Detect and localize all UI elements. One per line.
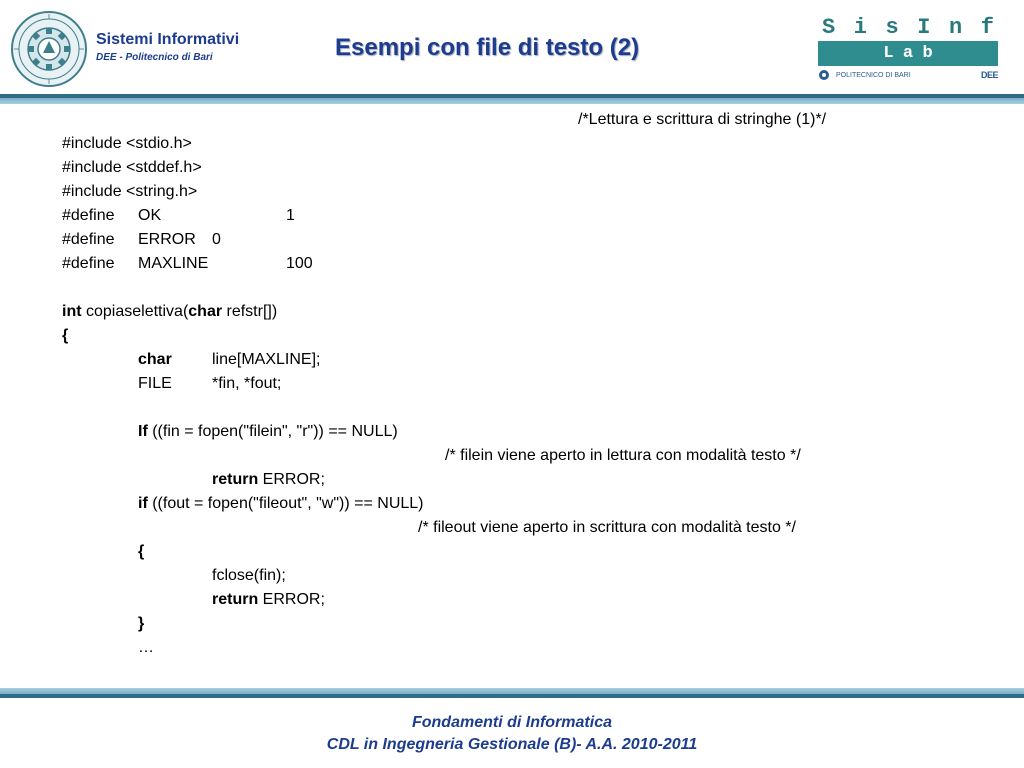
gear-icon [818, 69, 830, 81]
code-brace: { [62, 327, 69, 344]
code-comment: /* fileout viene aperto in scrittura con modalità testo */ [418, 519, 796, 536]
logo-letter: I [917, 14, 931, 40]
code-define-value: 100 [286, 255, 313, 272]
slide-title: Esempi con file di testo (2) [335, 34, 640, 61]
code-keyword: char [138, 351, 172, 368]
logo-letter: a [902, 44, 914, 63]
lab-logo-bar [818, 41, 998, 66]
code-define-keyword: #define [62, 231, 115, 248]
code-brace: { [138, 543, 145, 560]
footer-program: CDL in Ingegneria Gestionale (B)- A.A. 2010-2011 [326, 736, 698, 753]
code-define-name: ERROR [138, 231, 196, 248]
code-comment-title: /*Lettura e scrittura di stringhe (1)*/ [578, 111, 827, 128]
code-text: fclose(fin); [212, 567, 286, 584]
code-text: ERROR; [258, 591, 325, 608]
org-subtitle: DEE - Politecnico di Bari [96, 52, 213, 63]
code-define-keyword: #define [62, 255, 115, 272]
code-ellipsis: … [138, 639, 154, 656]
code-return [212, 588, 325, 612]
lab-logo-top [818, 14, 998, 40]
code-keyword: char [188, 303, 223, 320]
code-include: #include <stdio.h> [62, 135, 192, 152]
code-text: line[MAXLINE]; [212, 351, 321, 368]
sisinf-lab-logo [818, 14, 998, 84]
code-keyword: return [212, 471, 259, 488]
code-return [212, 468, 325, 492]
code-text: copiaselettiva( [81, 303, 189, 320]
dee-mark: DEE [980, 70, 998, 80]
logo-letter: S [822, 14, 836, 40]
code-include: #include <stddef.h> [62, 159, 202, 176]
logo-letter: s [885, 14, 899, 40]
code-keyword: if [138, 495, 148, 512]
code-define-keyword: #define [62, 207, 115, 224]
university-seal-icon [10, 10, 88, 88]
code-keyword: If [138, 423, 148, 440]
code-text: ((fin = fopen("filein", "r")) == NULL) [147, 423, 398, 440]
code-define-name: MAXLINE [138, 255, 209, 272]
code-include: #include <string.h> [62, 183, 198, 200]
header-divider [0, 94, 1024, 104]
lab-foot-text: POLITECNICO DI BARI [836, 71, 911, 79]
code-brace: } [138, 615, 145, 632]
code-define-value: 0 [212, 231, 221, 248]
logo-letter: b [922, 44, 933, 63]
code-text: refstr[]) [222, 303, 278, 320]
logo-letter: f [980, 14, 994, 40]
footer-course: Fondamenti di Informatica [411, 714, 612, 731]
footer-divider [0, 688, 1024, 698]
code-keyword: int [62, 303, 82, 320]
code-keyword: return [212, 591, 259, 608]
logo-letter: L [883, 44, 894, 63]
code-if-statement [138, 420, 398, 444]
code-text: ERROR; [258, 471, 325, 488]
code-comment: /* filein viene aperto in lettura con modalità testo */ [445, 447, 801, 464]
org-name: Sistemi Informativi [96, 31, 240, 48]
code-function-signature [62, 300, 277, 324]
code-text: ((fout = fopen("fileout", "w")) == NULL) [147, 495, 424, 512]
lab-logo-footer [818, 68, 998, 82]
logo-letter: i [853, 14, 867, 40]
code-define-name: OK [138, 207, 162, 224]
code-define-value: 1 [286, 207, 295, 224]
code-text: *fin, *fout; [212, 375, 282, 392]
code-if-statement [138, 492, 424, 516]
logo-letter: n [949, 14, 963, 40]
code-text: FILE [138, 375, 172, 392]
